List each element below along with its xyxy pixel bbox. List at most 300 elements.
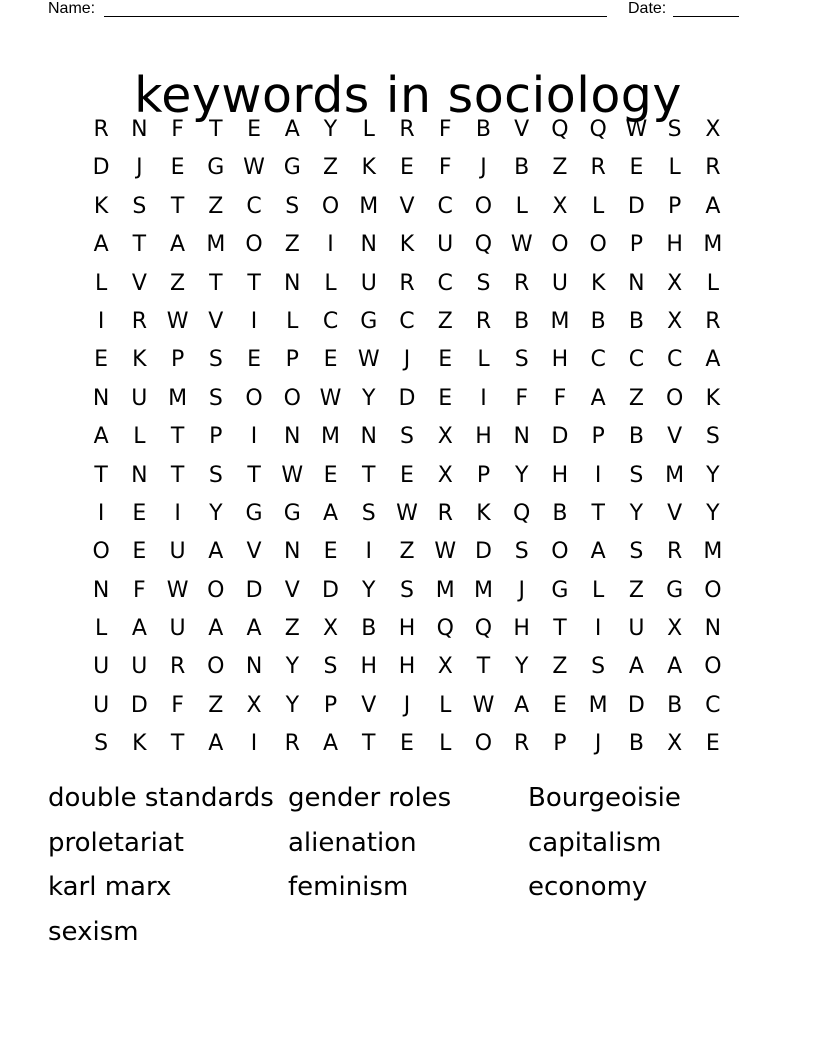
grid-letter: Z <box>552 654 568 680</box>
grid-letter: S <box>705 424 720 450</box>
grid-letter: R <box>514 270 530 296</box>
grid-letter: F <box>438 155 452 181</box>
grid-letter: E <box>629 155 644 181</box>
grid-letter: A <box>93 232 109 258</box>
grid-letter: B <box>628 731 644 757</box>
grid-letter: W <box>166 308 189 334</box>
grid-letter: S <box>629 539 644 565</box>
grid-letter: I <box>97 500 105 526</box>
grid-letter: E <box>438 385 453 411</box>
grid-letter: N <box>131 462 148 488</box>
grid-letter: C <box>628 347 645 373</box>
grid-letter: S <box>208 462 223 488</box>
grid-letter: E <box>94 347 109 373</box>
grid-letter: P <box>553 731 567 757</box>
grid-letter: U <box>169 616 186 642</box>
grid-letter: G <box>283 500 301 526</box>
grid-letter: O <box>207 577 225 603</box>
grid-letter: N <box>284 270 301 296</box>
grid-letter: O <box>245 232 263 258</box>
grid-letter: L <box>362 117 375 142</box>
grid-letter: N <box>92 385 110 411</box>
grid-letter: Y <box>706 462 720 488</box>
grid-letter: Z <box>284 232 300 258</box>
grid-letter: E <box>705 731 720 757</box>
grid-letter: K <box>590 270 606 296</box>
word-bank-item: sexism <box>48 916 139 947</box>
grid-letter: W <box>396 500 418 526</box>
grid-letter: R <box>169 654 186 680</box>
grid-letter: D <box>551 424 569 450</box>
grid-letter: S <box>361 500 376 526</box>
grid-row <box>82 149 732 187</box>
grid-letter: S <box>94 731 109 757</box>
grid-letter: N <box>513 424 530 450</box>
grid-letter: X <box>552 193 568 219</box>
worksheet-header <box>48 0 748 20</box>
grid-letter: I <box>174 500 181 526</box>
grid-letter: R <box>666 539 683 565</box>
grid-letter: C <box>322 308 339 334</box>
word-bank-item: Bourgeoisie <box>528 783 681 813</box>
grid-letter: T <box>362 462 376 488</box>
grid-letter: C <box>705 692 721 718</box>
grid-letter: Q <box>474 616 493 642</box>
grid-letter: S <box>514 347 529 373</box>
grid-letter: J <box>518 577 525 603</box>
grid-letter: T <box>553 616 567 642</box>
page-title: keywords in sociology <box>134 66 682 124</box>
grid-letter: N <box>284 424 301 450</box>
grid-letter: Y <box>706 500 720 526</box>
word-bank-item: proletariat <box>48 827 184 858</box>
grid-row <box>82 226 732 264</box>
grid-letter: L <box>592 577 605 603</box>
grid-letter: W <box>625 117 648 142</box>
grid-letter: W <box>510 232 533 258</box>
grid-letter: Q <box>474 232 493 258</box>
grid-letter: Y <box>209 500 223 526</box>
grid-row <box>82 533 732 571</box>
grid-letter: C <box>437 270 453 296</box>
grid-letter: V <box>399 193 415 219</box>
grid-letter: B <box>514 155 530 181</box>
grid-letter: R <box>705 308 721 334</box>
grid-letter: X <box>246 692 262 718</box>
grid-letter: R <box>131 308 147 334</box>
grid-letter: L <box>668 155 681 181</box>
grid-letter: L <box>133 424 146 450</box>
grid-letter: A <box>322 500 339 526</box>
grid-letter: D <box>627 692 645 718</box>
grid-letter: H <box>551 462 569 488</box>
grid-letter: T <box>132 232 147 258</box>
grid-letter: H <box>360 654 378 680</box>
grid-letter: K <box>132 347 147 373</box>
grid-letter: E <box>552 692 567 718</box>
grid-letter: T <box>591 500 605 526</box>
grid-letter: P <box>285 347 299 373</box>
grid-letter: S <box>514 539 529 565</box>
grid-letter: M <box>703 539 723 565</box>
grid-letter: R <box>705 155 721 181</box>
grid-letter: J <box>403 692 411 718</box>
grid-letter: Z <box>399 539 415 565</box>
date-label: Date: <box>628 0 667 17</box>
grid-letter: B <box>552 500 568 526</box>
grid-letter: B <box>514 308 530 334</box>
grid-letter: N <box>284 539 301 565</box>
grid-letter: L <box>439 692 452 718</box>
grid-letter: T <box>170 462 185 488</box>
grid-letter: T <box>247 462 261 488</box>
grid-letter: K <box>361 155 376 181</box>
grid-letter: H <box>551 347 569 373</box>
grid-row <box>82 111 732 149</box>
grid-letter: X <box>437 462 453 488</box>
grid-letter: E <box>132 539 147 565</box>
word-bank-item: feminism <box>288 872 409 902</box>
grid-letter: T <box>209 270 223 296</box>
grid-letter: E <box>400 731 414 757</box>
grid-letter: T <box>94 462 108 488</box>
grid-letter: Z <box>552 155 568 181</box>
grid-row <box>82 725 732 763</box>
name-label: Name: <box>48 0 96 17</box>
grid-letter: M <box>435 577 455 603</box>
grid-letter: T <box>362 731 376 757</box>
grid-row <box>82 380 732 418</box>
grid-letter: I <box>365 539 372 565</box>
grid-row <box>82 572 732 610</box>
grid-letter: H <box>666 232 683 258</box>
grid-letter: D <box>130 692 148 718</box>
grid-letter: U <box>628 616 645 642</box>
grid-letter: I <box>250 424 258 450</box>
grid-letter: B <box>361 616 377 642</box>
grid-letter: P <box>591 424 605 450</box>
grid-letter: O <box>665 385 684 411</box>
grid-letter: F <box>133 577 146 603</box>
grid-letter: H <box>398 654 416 680</box>
grid-letter: W <box>281 462 304 488</box>
grid-letter: R <box>399 270 415 296</box>
grid-letter: P <box>209 424 223 450</box>
name-blank-line <box>104 16 607 17</box>
grid-letter: D <box>398 385 416 411</box>
grid-letter: S <box>132 193 147 219</box>
grid-letter: L <box>706 270 719 296</box>
grid-letter: O <box>551 539 569 565</box>
word-bank-item: karl marx <box>48 872 172 902</box>
grid-letter: Q <box>436 616 454 642</box>
word-bank-item: double standards <box>48 783 274 813</box>
grid-letter: P <box>170 347 185 373</box>
grid-letter: T <box>247 270 261 296</box>
grid-letter: Y <box>285 692 300 718</box>
grid-letter: X <box>437 424 453 450</box>
word-bank <box>48 778 768 956</box>
grid-letter: A <box>284 117 300 142</box>
grid-letter: J <box>403 347 411 373</box>
grid-letter: P <box>476 462 491 488</box>
grid-letter: Q <box>551 117 569 142</box>
grid-letter: L <box>439 731 452 757</box>
grid-letter: L <box>94 616 108 642</box>
grid-letter: E <box>247 347 261 373</box>
grid-letter: L <box>592 193 605 219</box>
grid-letter: E <box>132 500 147 526</box>
grid-letter: W <box>243 155 265 181</box>
grid-letter: E <box>323 462 338 488</box>
grid-letter: B <box>475 117 491 142</box>
grid-letter: F <box>171 692 184 718</box>
grid-letter: G <box>666 577 684 603</box>
grid-letter: S <box>285 193 300 219</box>
grid-letter: R <box>590 155 606 181</box>
grid-letter: U <box>93 692 110 718</box>
grid-letter: O <box>245 385 263 411</box>
grid-letter: F <box>438 117 452 142</box>
grid-letter: A <box>590 539 606 565</box>
grid-letter: S <box>400 424 414 450</box>
grid-letter: I <box>250 308 258 334</box>
grid-letter: U <box>437 232 454 258</box>
grid-letter: M <box>665 462 685 488</box>
grid-letter: S <box>667 117 682 142</box>
grid-letter: R <box>437 500 453 526</box>
grid-letter: N <box>628 270 645 296</box>
grid-letter: H <box>475 424 492 450</box>
grid-letter: Q <box>589 117 607 142</box>
grid-letter: X <box>437 654 453 680</box>
grid-letter: I <box>480 385 487 411</box>
grid-row <box>82 188 732 226</box>
grid-letter: S <box>629 462 644 488</box>
grid-letter: W <box>472 692 495 718</box>
grid-letter: I <box>97 308 105 334</box>
grid-letter: G <box>245 500 263 526</box>
grid-letter: A <box>208 731 224 757</box>
grid-letter: R <box>514 731 530 757</box>
grid-letter: E <box>400 462 414 488</box>
grid-letter: M <box>703 232 723 258</box>
grid-letter: S <box>476 270 491 296</box>
grid-letter: U <box>360 270 377 296</box>
grid-letter: X <box>667 616 683 642</box>
grid-letter: L <box>515 193 528 219</box>
grid-letter: M <box>588 692 608 718</box>
grid-letter: Z <box>284 616 300 642</box>
grid-letter: M <box>550 308 570 334</box>
grid-letter: V <box>208 308 224 334</box>
grid-letter: F <box>553 385 567 411</box>
grid-letter: Y <box>514 654 529 680</box>
grid-letter: K <box>93 193 109 219</box>
grid-letter: T <box>170 424 185 450</box>
grid-letter: Z <box>322 155 339 181</box>
grid-letter: Z <box>628 385 644 411</box>
grid-letter: O <box>92 539 110 565</box>
grid-row <box>82 265 732 303</box>
grid-letter: A <box>322 731 339 757</box>
grid-letter: O <box>321 193 340 219</box>
grid-letter: C <box>590 347 606 373</box>
grid-letter: I <box>594 616 602 642</box>
grid-letter: C <box>399 308 415 334</box>
grid-letter: M <box>359 193 379 219</box>
grid-letter: S <box>208 347 223 373</box>
grid-letter: J <box>594 731 602 757</box>
grid-letter: C <box>246 193 262 219</box>
grid-letter: H <box>513 616 530 642</box>
grid-letter: N <box>92 577 110 603</box>
grid-letter: A <box>93 424 109 450</box>
grid-letter: I <box>327 232 334 258</box>
grid-letter: A <box>514 692 530 718</box>
grid-letter: T <box>476 654 491 680</box>
grid-letter: R <box>475 308 492 334</box>
grid-letter: G <box>283 155 301 181</box>
grid-letter: A <box>208 539 224 565</box>
word-bank-item: capitalism <box>528 827 662 858</box>
grid-letter: X <box>705 117 721 142</box>
grid-letter: C <box>437 193 453 219</box>
grid-letter: N <box>360 424 377 450</box>
grid-letter: O <box>551 232 569 258</box>
grid-letter: Z <box>628 577 644 603</box>
grid-letter: U <box>93 654 110 680</box>
grid-letter: O <box>474 731 493 757</box>
grid-letter: A <box>667 654 683 680</box>
grid-letter: Y <box>629 500 644 526</box>
grid-letter: Z <box>208 692 224 718</box>
grid-letter: O <box>283 385 301 411</box>
grid-letter: B <box>590 308 606 334</box>
grid-letter: U <box>551 270 568 296</box>
grid-letter: X <box>322 616 339 642</box>
grid-letter: F <box>515 385 529 411</box>
grid-letter: Y <box>323 117 338 142</box>
grid-letter: T <box>170 193 185 219</box>
grid-letter: O <box>207 654 225 680</box>
grid-letter: V <box>246 539 262 565</box>
grid-letter: J <box>136 155 143 181</box>
grid-letter: M <box>321 424 341 450</box>
grid-letter: R <box>284 731 300 757</box>
grid-letter: Z <box>208 193 224 219</box>
grid-letter: E <box>400 155 414 181</box>
grid-letter: Y <box>285 654 300 680</box>
grid-letter: U <box>131 385 148 411</box>
grid-letter: B <box>628 308 644 334</box>
grid-letter: E <box>323 539 338 565</box>
grid-letter: I <box>250 731 258 757</box>
grid-letter: S <box>208 385 223 411</box>
grid-letter: O <box>704 577 722 603</box>
grid-letter: W <box>357 347 380 373</box>
grid-letter: O <box>589 232 607 258</box>
grid-letter: O <box>704 654 722 680</box>
grid-row <box>82 495 732 533</box>
word-bank-item: economy <box>528 872 648 902</box>
grid-letter: K <box>476 500 491 526</box>
grid-letter: M <box>206 232 226 258</box>
grid-letter: L <box>477 347 490 373</box>
grid-letter: V <box>667 424 683 450</box>
word-bank-item: gender roles <box>288 783 452 813</box>
grid-letter: P <box>667 193 682 219</box>
grid-row <box>82 341 732 379</box>
grid-letter: L <box>94 270 108 296</box>
grid-letter: T <box>170 731 185 757</box>
grid-letter: A <box>131 616 147 642</box>
grid-letter: K <box>132 731 147 757</box>
grid-letter: V <box>514 117 530 142</box>
grid-letter: S <box>400 577 414 603</box>
grid-letter: S <box>323 654 338 680</box>
grid-row <box>82 648 732 686</box>
grid-letter: D <box>474 539 492 565</box>
grid-letter: R <box>93 117 109 142</box>
grid-letter: J <box>480 155 487 181</box>
grid-letter: Q <box>513 500 531 526</box>
grid-letter: Y <box>514 462 529 488</box>
grid-letter: T <box>209 117 223 142</box>
grid-letter: V <box>667 500 683 526</box>
grid-row <box>82 610 732 648</box>
grid-letter: A <box>628 654 644 680</box>
grid-letter: S <box>591 654 606 680</box>
grid-letter: D <box>627 193 645 219</box>
grid-letter: P <box>323 692 338 718</box>
grid-letter: X <box>667 308 683 334</box>
grid-letter: Y <box>362 577 376 603</box>
grid-letter: A <box>705 347 721 373</box>
grid-letter: E <box>438 347 453 373</box>
grid-row <box>82 687 732 725</box>
grid-letter: Z <box>170 270 186 296</box>
word-search-grid <box>82 111 732 764</box>
grid-letter: E <box>170 155 185 181</box>
grid-letter: W <box>166 577 189 603</box>
grid-letter: A <box>705 193 721 219</box>
grid-letter: V <box>131 270 147 296</box>
grid-letter: P <box>629 232 644 258</box>
grid-letter: E <box>323 347 338 373</box>
grid-row <box>82 303 732 341</box>
grid-letter: X <box>667 731 683 757</box>
grid-letter: Y <box>362 385 376 411</box>
grid-letter: N <box>131 117 148 142</box>
grid-letter: R <box>399 117 415 142</box>
grid-letter: I <box>594 462 602 488</box>
grid-letter: M <box>473 577 493 603</box>
grid-letter: V <box>284 577 300 603</box>
grid-letter: B <box>667 692 683 718</box>
grid-letter: N <box>360 232 377 258</box>
grid-row <box>82 457 732 495</box>
grid-letter: D <box>245 577 263 603</box>
grid-row <box>82 418 732 456</box>
grid-letter: M <box>168 385 188 411</box>
grid-letter: Z <box>437 308 453 334</box>
grid-letter: H <box>398 616 416 642</box>
grid-letter: W <box>434 539 457 565</box>
grid-letter: D <box>92 155 110 181</box>
grid-letter: E <box>247 117 261 142</box>
grid-letter: U <box>131 654 148 680</box>
